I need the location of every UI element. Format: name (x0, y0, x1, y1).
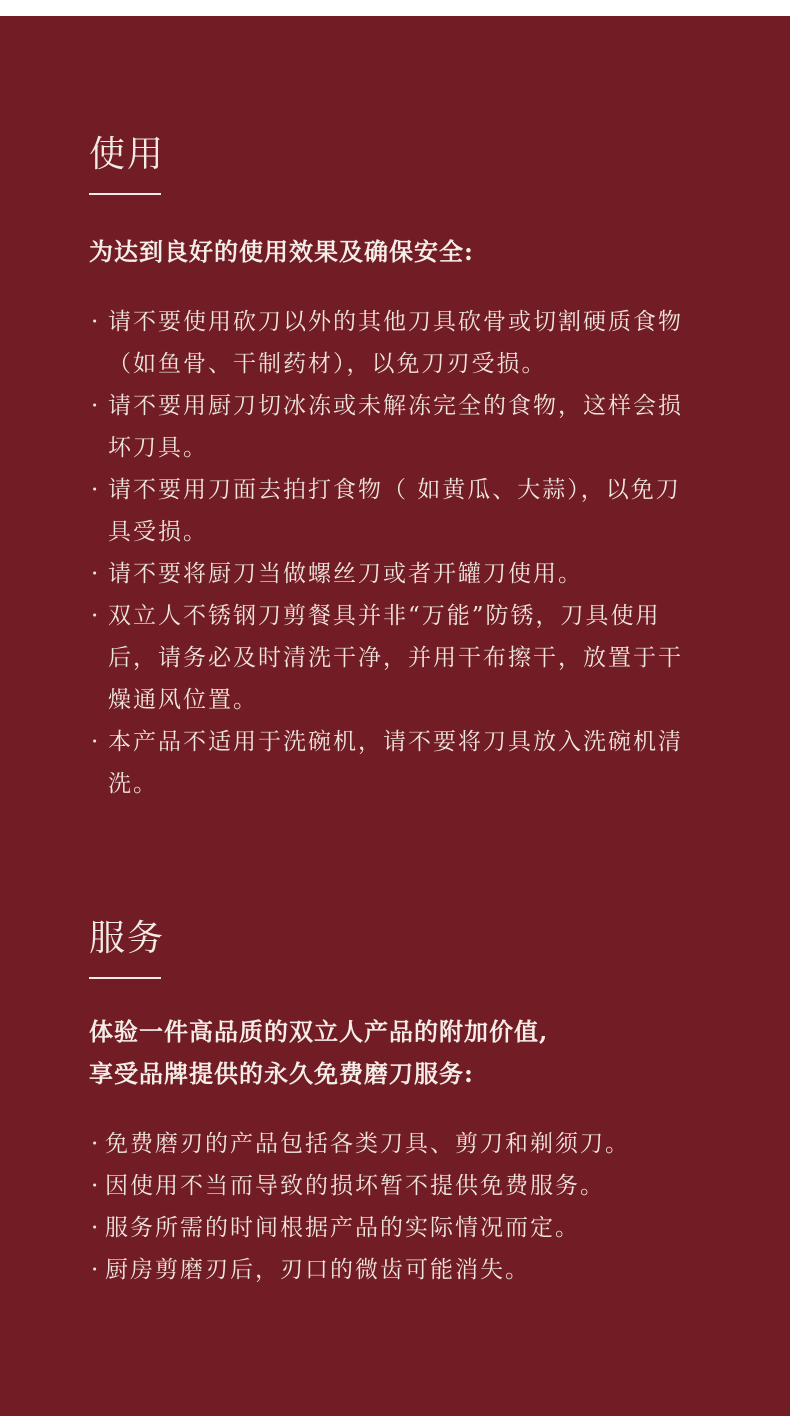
service-title-underline (89, 977, 161, 979)
list-item-text: 请不要使用砍刀以外的其他刀具砍骨或切割硬质食物（如鱼骨、干制药材），以免刀刃受损。 (108, 309, 683, 377)
list-item (89, 1207, 729, 1249)
bullet-dot: · (91, 561, 101, 587)
content-panel (0, 16, 790, 1416)
service-intro-line: 享受品牌提供的永久免费磨刀服务: (89, 1059, 474, 1088)
list-item-text: 请不要用厨刀切冰冻或未解冻完全的食物，这样会损坏刀具。 (108, 393, 683, 461)
bullet-dot: · (91, 603, 101, 629)
service-title: 服务 (89, 918, 166, 959)
list-item-text: 本产品不适用于洗碗机，请不要将刀具放入洗碗机清洗。 (108, 729, 683, 797)
list-item (89, 1123, 729, 1165)
bullet-dot: · (91, 1215, 101, 1241)
service-section (89, 918, 729, 1291)
bullet-dot: · (91, 1257, 101, 1283)
list-item (89, 1165, 729, 1207)
bullet-dot: · (91, 1131, 101, 1157)
usage-section (89, 134, 729, 805)
bullet-dot: · (91, 477, 101, 503)
list-item (89, 1249, 729, 1291)
service-intro-line: 体验一件高品质的双立人产品的附加价值, (89, 1017, 549, 1046)
list-item (89, 469, 699, 553)
list-item-text: 请不要用刀面去拍打食物（ 如黄瓜、大蒜），以免刀具受损。 (108, 477, 681, 545)
service-list (89, 1123, 729, 1291)
list-item-text: 服务所需的时间根据产品的实际情况而定。 (105, 1215, 580, 1241)
list-item (89, 301, 699, 385)
list-item-text: 厨房剪磨刃后，刃口的微齿可能消失。 (105, 1257, 530, 1283)
list-item (89, 721, 699, 805)
bullet-dot: · (91, 1173, 101, 1199)
list-item-text: 请不要将厨刀当做螺丝刀或者开罐刀使用。 (108, 561, 583, 587)
usage-title: 使用 (89, 134, 166, 175)
list-item-text: 双立人不锈钢刀剪餐具并非“万能”防锈，刀具使用后，请务必及时清洗干净，并用干布擦干，放置于干燥通风位置。 (108, 603, 683, 713)
list-item (89, 595, 699, 721)
list-item (89, 553, 699, 595)
list-item-text: 免费磨刃的产品包括各类刀具、剪刀和剃须刀。 (105, 1131, 630, 1157)
usage-intro: 为达到良好的使用效果及确保安全: (89, 237, 474, 266)
bullet-dot: · (91, 309, 101, 335)
usage-list (89, 301, 699, 805)
usage-title-underline (89, 193, 161, 195)
list-item-text: 因使用不当而导致的损坏暂不提供免费服务。 (105, 1173, 605, 1199)
list-item (89, 385, 699, 469)
bullet-dot: · (91, 393, 101, 419)
service-intro (89, 1011, 729, 1095)
bullet-dot: · (91, 729, 101, 755)
